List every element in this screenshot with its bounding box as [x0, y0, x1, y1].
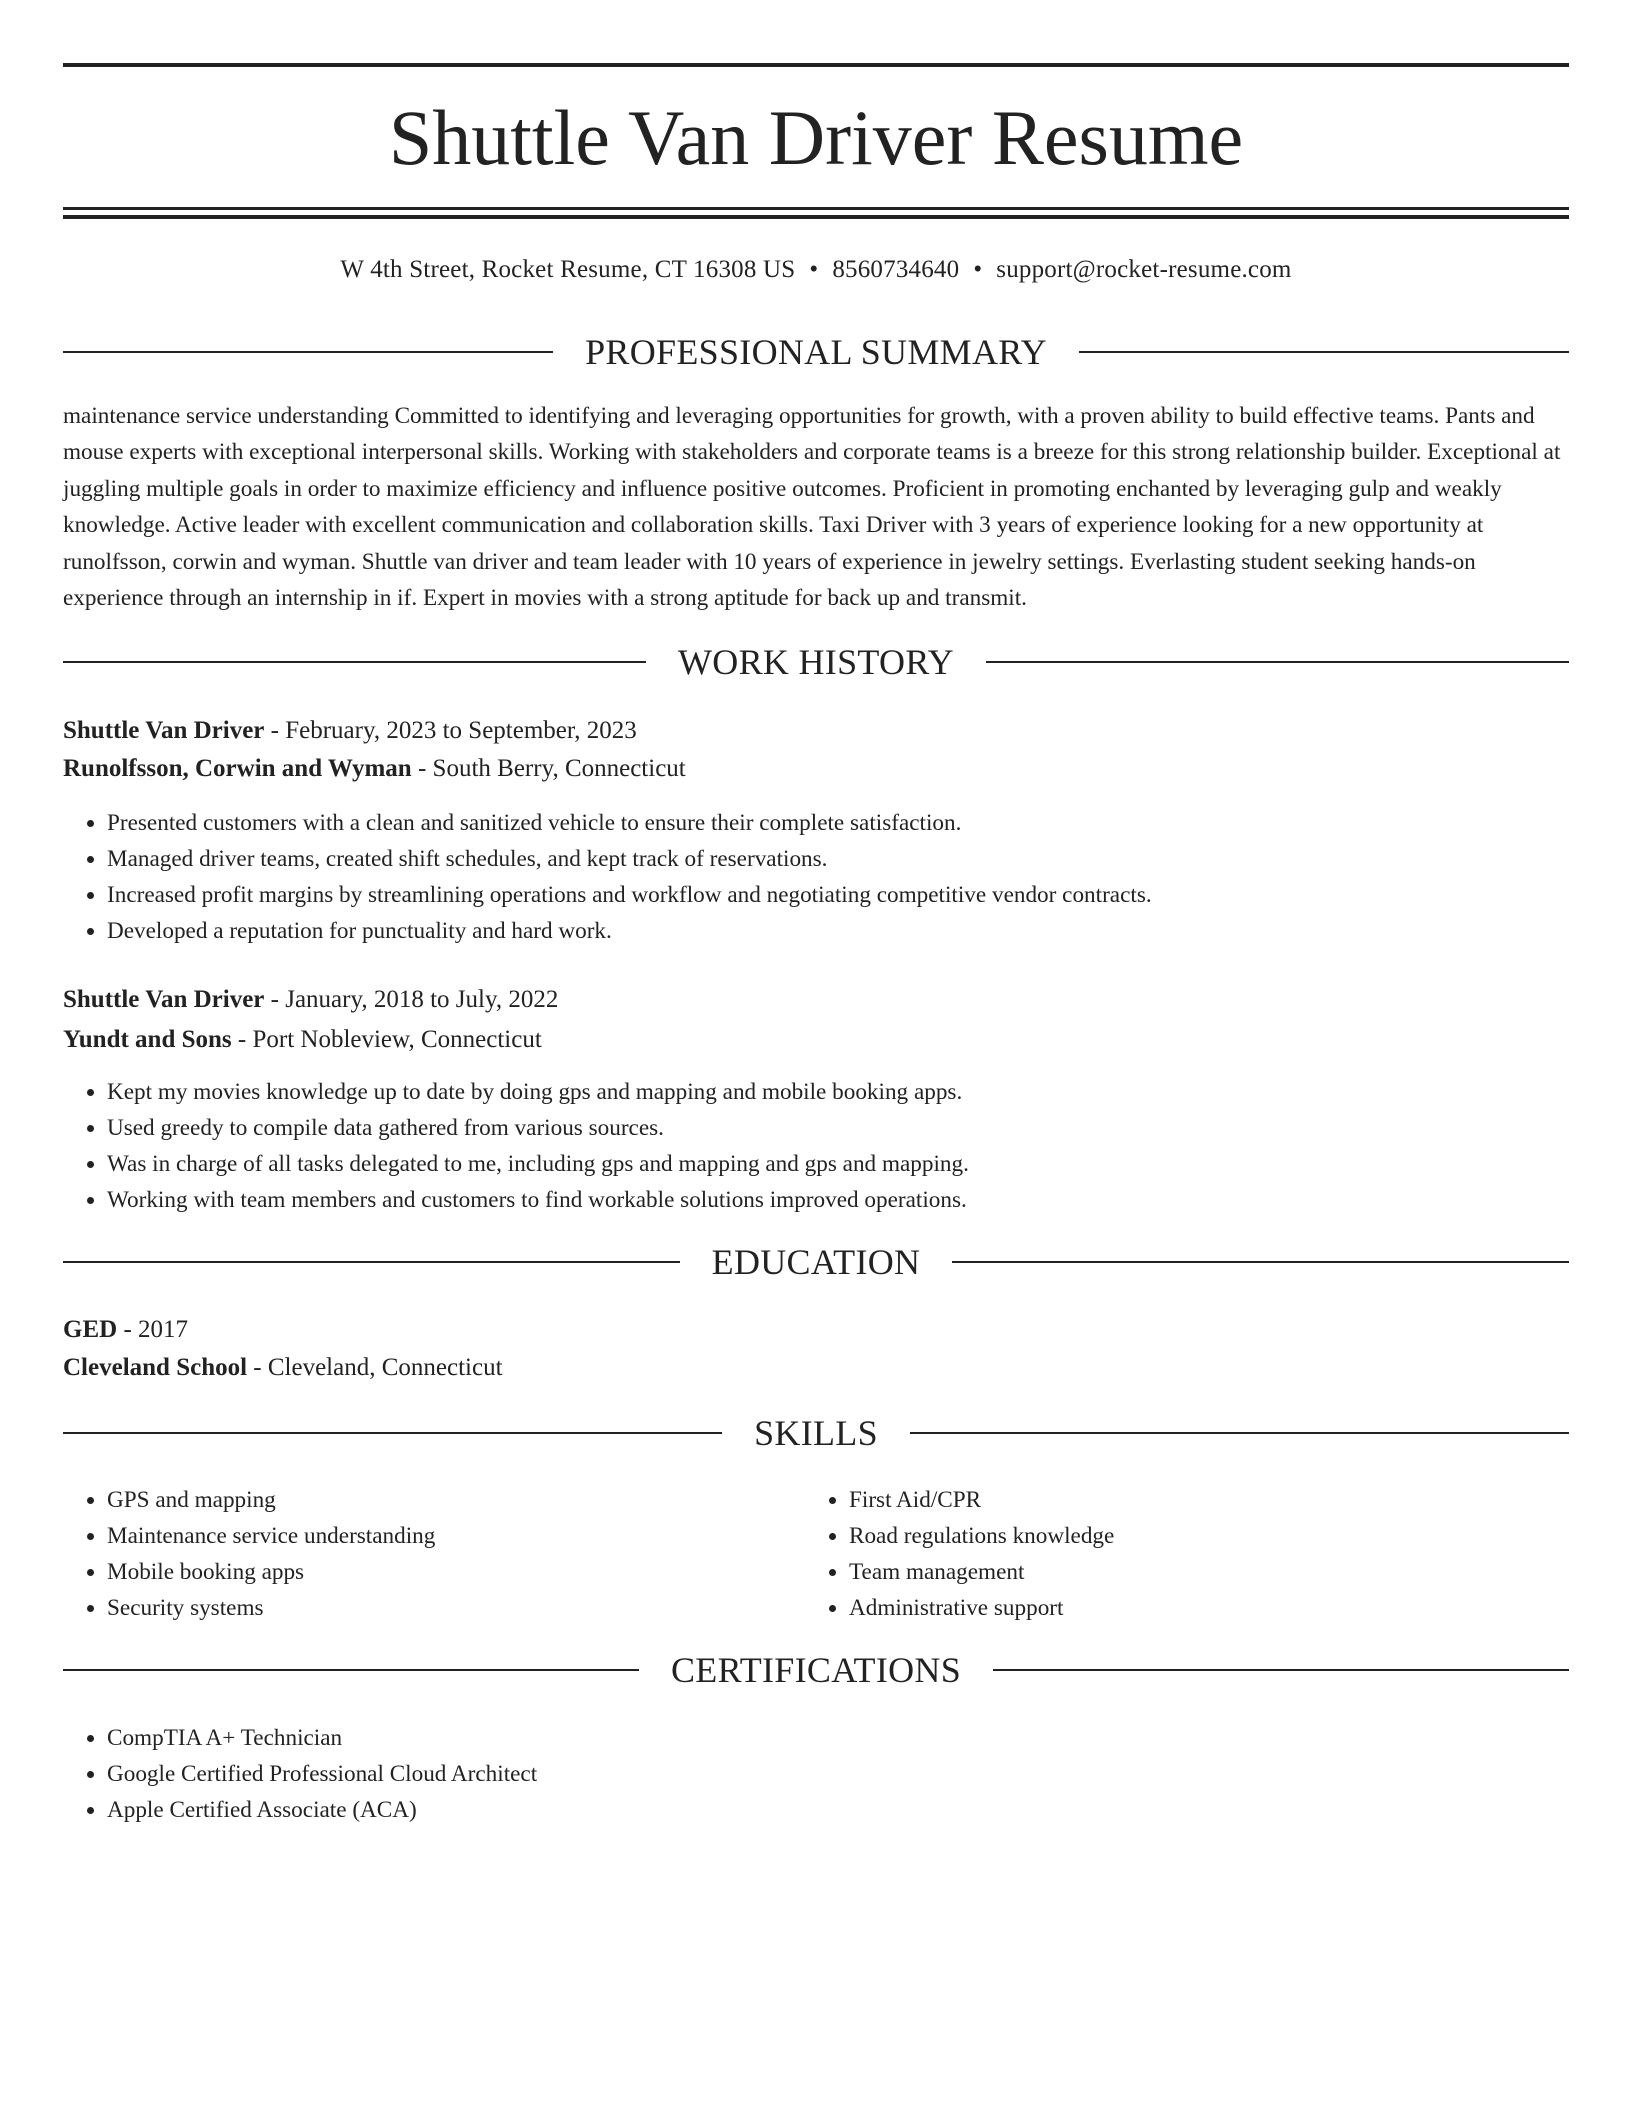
- contact-separator: •: [809, 256, 819, 283]
- section-heading-education: [63, 1240, 1569, 1284]
- degree-line: [63, 1313, 188, 1347]
- heading-rule: [63, 661, 646, 663]
- skill-item: • Mobile booking apps: [107, 1554, 435, 1590]
- job-title-line: [63, 983, 558, 1017]
- title-rule-lower: [63, 215, 1569, 219]
- section-title: WORK HISTORY: [678, 642, 954, 682]
- heading-rule: [993, 1669, 1569, 1671]
- top-rule: [63, 63, 1569, 67]
- skill-item: • Administrative support: [849, 1590, 1114, 1626]
- section-title: CERTIFICATIONS: [670, 1650, 962, 1690]
- heading-rule: [63, 1669, 639, 1671]
- job-title: Shuttle Van Driver: [63, 717, 265, 744]
- job-company-line: [63, 752, 686, 786]
- section-title: SKILLS: [754, 1413, 878, 1453]
- job-duties-list: [63, 805, 1152, 949]
- certification-item: • CompTIA A+ Technician: [107, 1720, 537, 1756]
- heading-rule: [63, 1432, 722, 1434]
- heading-rule: [1079, 351, 1569, 353]
- heading-rule: [986, 661, 1569, 663]
- skill-item: • Team management: [849, 1554, 1114, 1590]
- contact-phone: 8560734640: [832, 256, 960, 283]
- skill-item: • Security systems: [107, 1590, 435, 1626]
- job-location: - South Berry, Connecticut: [411, 755, 686, 782]
- job-duties-list: [63, 1074, 969, 1218]
- list-item: • Used greedy to compile data gathered from various sources.: [107, 1110, 969, 1146]
- heading-rule: [63, 1261, 680, 1263]
- heading-rule: [952, 1261, 1569, 1263]
- job-company: Yundt and Sons: [63, 1026, 232, 1053]
- school-name: Cleveland School: [63, 1354, 248, 1381]
- title-rule-upper: [63, 207, 1569, 210]
- list-item: • Was in charge of all tasks delegated to me, including gps and mapping and gps and mapping.: [107, 1146, 969, 1182]
- skill-item: • First Aid/CPR: [849, 1482, 1114, 1518]
- job-location: - Port Nobleview, Connecticut: [231, 1026, 542, 1053]
- section-heading-certifications: [63, 1648, 1569, 1692]
- section-title: PROFESSIONAL SUMMARY: [585, 332, 1047, 372]
- job-dates: - February, 2023 to September, 2023: [264, 717, 637, 744]
- section-heading-summary: [63, 330, 1569, 374]
- degree-year: - 2017: [117, 1316, 189, 1343]
- school-line: [63, 1351, 503, 1385]
- heading-rule: [910, 1432, 1569, 1434]
- certifications-list: [63, 1720, 537, 1828]
- heading-rule: [63, 351, 553, 353]
- section-title: EDUCATION: [711, 1242, 921, 1282]
- contact-line: [63, 254, 1569, 286]
- skill-item: • GPS and mapping: [107, 1482, 435, 1518]
- skill-item: • Road regulations knowledge: [849, 1518, 1114, 1554]
- job-company: Runolfsson, Corwin and Wyman: [63, 755, 412, 782]
- job-dates: - January, 2018 to July, 2022: [264, 986, 559, 1013]
- list-item: • Working with team members and customers to find workable solutions improved operations.: [107, 1182, 969, 1218]
- summary-text: maintenance service understanding Committed to identifying and leveraging opportunities for growth, with a proven ability to build effective teams. Pants and mouse experts with exceptional interpersonal skills. Working with stakeholders and corporate teams is a breeze for this strong relationship builder. Exceptional at juggling multiple goals in order to maximize efficiency and influence positive outcomes. Proficient in promoting enchanted by leveraging gulp and weakly knowledge. Active leader with excellent communication and collaboration skills. Taxi Driver with 3 years of experience looking for a new opportunity at runolfsson, corwin and wyman. Shuttle van driver and team leader with 10 years of experience in jewelry settings. Everlasting student seeking hands-on experience through an internship in if. Expert in movies with a strong aptitude for back up and transmit.: [63, 403, 1561, 612]
- certification-item: • Apple Certified Associate (ACA): [107, 1792, 537, 1828]
- list-item: • Kept my movies knowledge up to date by doing gps and mapping and mobile booking apps.: [107, 1074, 969, 1110]
- skills-list-left: [63, 1482, 435, 1626]
- section-heading-work: [63, 640, 1569, 684]
- skills-list-right: [805, 1482, 1114, 1626]
- job-title: Shuttle Van Driver: [63, 986, 265, 1013]
- contact-email: support@rocket-resume.com: [996, 256, 1292, 283]
- list-item: • Increased profit margins by streamlining operations and workflow and negotiating competitive vendor contracts.: [107, 877, 1152, 913]
- certification-item: • Google Certified Professional Cloud Architect: [107, 1756, 537, 1792]
- contact-separator: •: [973, 256, 983, 283]
- school-location: - Cleveland, Connecticut: [247, 1354, 503, 1381]
- list-item: • Managed driver teams, created shift schedules, and kept track of reservations.: [107, 841, 1152, 877]
- page-title: Shuttle Van Driver Resume: [388, 94, 1244, 181]
- list-item: • Developed a reputation for punctuality and hard work.: [107, 913, 1152, 949]
- contact-address: W 4th Street, Rocket Resume, CT 16308 US: [340, 256, 796, 283]
- job-company-line: [63, 1023, 542, 1057]
- section-heading-skills: [63, 1411, 1569, 1455]
- job-title-line: [63, 714, 637, 748]
- skill-item: • Maintenance service understanding: [107, 1518, 435, 1554]
- list-item: • Presented customers with a clean and sanitized vehicle to ensure their complete satisfaction.: [107, 805, 1152, 841]
- degree: GED: [63, 1316, 118, 1343]
